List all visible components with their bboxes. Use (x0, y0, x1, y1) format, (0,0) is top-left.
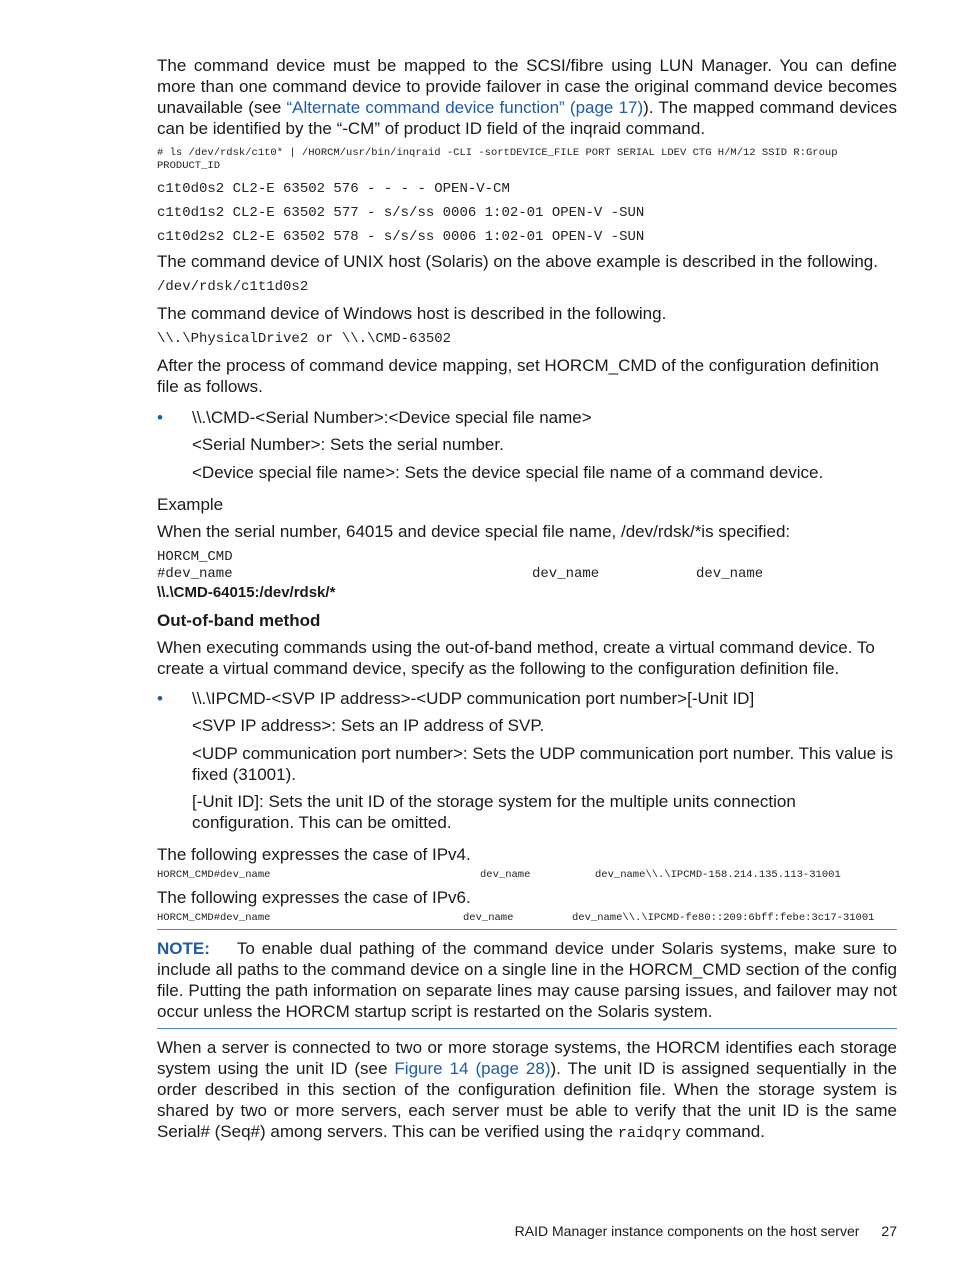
note-paragraph (157, 938, 897, 1022)
ipcmd-bullet-sub-3: [-Unit ID]: Sets the unit ID of the storage system for the multiple units connection configuration. This can be omitted. (192, 792, 796, 832)
ls-command-line-2: PRODUCT_ID (157, 160, 221, 172)
after-mapping-paragraph: After the process of command device mapping, set HORCM_CMD of the configuration definition file as follows. (157, 356, 879, 396)
serial-bullet-main: \\.\CMD-<Serial Number>:<Device special file name> (192, 408, 592, 427)
page-footer (515, 1222, 897, 1240)
ipcmd-bullet-main: \\.\IPCMD-<SVP IP address>-<UDP communication port number>[-Unit ID] (192, 689, 755, 708)
example-description: When the serial number, 64015 and device special file name, /dev/rdsk/*is specified: (157, 522, 791, 541)
note-top-rule (157, 929, 897, 930)
serial-bullet (157, 407, 897, 483)
final-paragraph (157, 1037, 897, 1144)
serial-bullet-sub-2: <Device special file name>: Sets the device special file name of a command device. (192, 463, 824, 482)
windows-description: The command device of Windows host is described in the following. (157, 304, 667, 323)
horcm-dev-name-line (157, 566, 897, 583)
horcm-cmd-line: HORCM_CMD (157, 549, 233, 565)
intro-paragraph (157, 55, 897, 139)
final-text-2: ). The unit ID is assigned sequentially in the order described in this section of the configuration definition file. When the storage system is shared by two or more servers, each server must be able to verify that the unit ID is the same Serial# (Seq#) among servers. This can be verified using the (157, 1059, 897, 1141)
ls-output-line: c1t0d0s2 CL2-E 63502 576 - - - - OPEN-V-CM (157, 181, 510, 197)
ls-command (157, 147, 897, 173)
ipv4-description: The following expresses the case of IPv4. (157, 845, 471, 864)
ls-output-line: c1t0d2s2 CL2-E 63502 578 - s/s/ss 0006 1:02-01 OPEN-V -SUN (157, 229, 645, 245)
dev-name-col-1: #dev_name (157, 566, 233, 582)
alternate-command-device-link[interactable]: “Alternate command device function” (page 17) (286, 98, 644, 117)
ipv4-col-3: dev_name\\.\IPCMD-158.214.135.113-31001 (595, 869, 841, 881)
ls-output (157, 180, 897, 246)
raidqry-code: raidqry (617, 1125, 681, 1142)
ipv4-col-2: dev_name (480, 869, 531, 881)
ipv6-description: The following expresses the case of IPv6. (157, 888, 471, 907)
ipv4-col-1: HORCM_CMD#dev_name (157, 869, 271, 881)
horcm-cmd-value: \\.\CMD-64015:/dev/rdsk/* (157, 584, 336, 601)
ls-output-line: c1t0d1s2 CL2-E 63502 577 - s/s/ss 0006 1:02-01 OPEN-V -SUN (157, 205, 645, 221)
dev-name-col-2: dev_name (532, 566, 600, 582)
ipcmd-bullet-sub-2: <UDP communication port number>: Sets the UDP communication port number. This value is fixed (31001). (192, 744, 894, 784)
note-bottom-rule (157, 1028, 897, 1029)
final-text-1: When a server is connected to two or more storage systems, the HORCM identifies each storage system using the unit ID (see (157, 1038, 897, 1078)
bullet-dot: • (157, 689, 163, 708)
note-text: To enable dual pathing of the command device under Solaris systems, make sure to include all paths to the command device on a single line in the HORCM_CMD section of the config file. Putting the path information on separate lines may cause parsing issues, and failover may not occur unless the HORCM startup script is restarted on the Solaris system. (157, 939, 897, 1021)
oob-description: When executing commands using the out-of-band method, create a virtual command device. To create a virtual command device, specify as the following to the configuration definition file. (157, 638, 875, 678)
ipv6-col-2: dev_name (463, 912, 514, 924)
intro-text-1: The command device must be mapped to the SCSI/fibre using LUN Manager. You can define more than one command device to provide failover in case the original command device becomes unavailable (see (157, 56, 897, 117)
serial-bullet-sub-1: <Serial Number>: Sets the serial number. (192, 435, 504, 454)
example-label: Example (157, 495, 224, 514)
note-label: NOTE: (157, 939, 210, 958)
dev-name-col-3: dev_name (696, 566, 764, 582)
ipv6-example (157, 912, 897, 925)
page-number: 27 (881, 1223, 897, 1239)
ipcmd-bullet (157, 688, 897, 833)
unix-path: /dev/rdsk/c1t1d0s2 (157, 279, 309, 295)
document-body (157, 55, 897, 1144)
intro-text-2: ). The mapped command devices can be identified by the “-CM” of product ID field of the inqraid command. (157, 98, 897, 138)
ipcmd-bullet-sub-1: <SVP IP address>: Sets an IP address of SVP. (192, 716, 545, 735)
windows-path: \\.\PhysicalDrive2 or \\.\CMD-63502 (157, 331, 452, 347)
ipv4-example (157, 869, 897, 882)
oob-heading: Out-of-band method (157, 611, 321, 630)
ls-command-line-1: # ls /dev/rdsk/c1t0* | /HORCM/usr/bin/inqraid -CLI -sortDEVICE_FILE PORT SERIAL LDEV CTG H/M/12 SSID R:Group (157, 147, 838, 159)
final-text-3: command. (680, 1122, 765, 1141)
ipv6-col-1: HORCM_CMD#dev_name (157, 912, 271, 924)
footer-title: RAID Manager instance components on the host server (514, 1223, 860, 1239)
horcm-cmd-block (157, 549, 897, 602)
bullet-dot: • (157, 408, 163, 427)
figure-14-link[interactable]: Figure 14 (page 28) (394, 1059, 551, 1078)
unix-description: The command device of UNIX host (Solaris) on the above example is described in the following. (157, 252, 878, 271)
ipv6-col-3: dev_name\\.\IPCMD-fe80::209:6bff:febe:3c17-31001 (572, 912, 875, 924)
